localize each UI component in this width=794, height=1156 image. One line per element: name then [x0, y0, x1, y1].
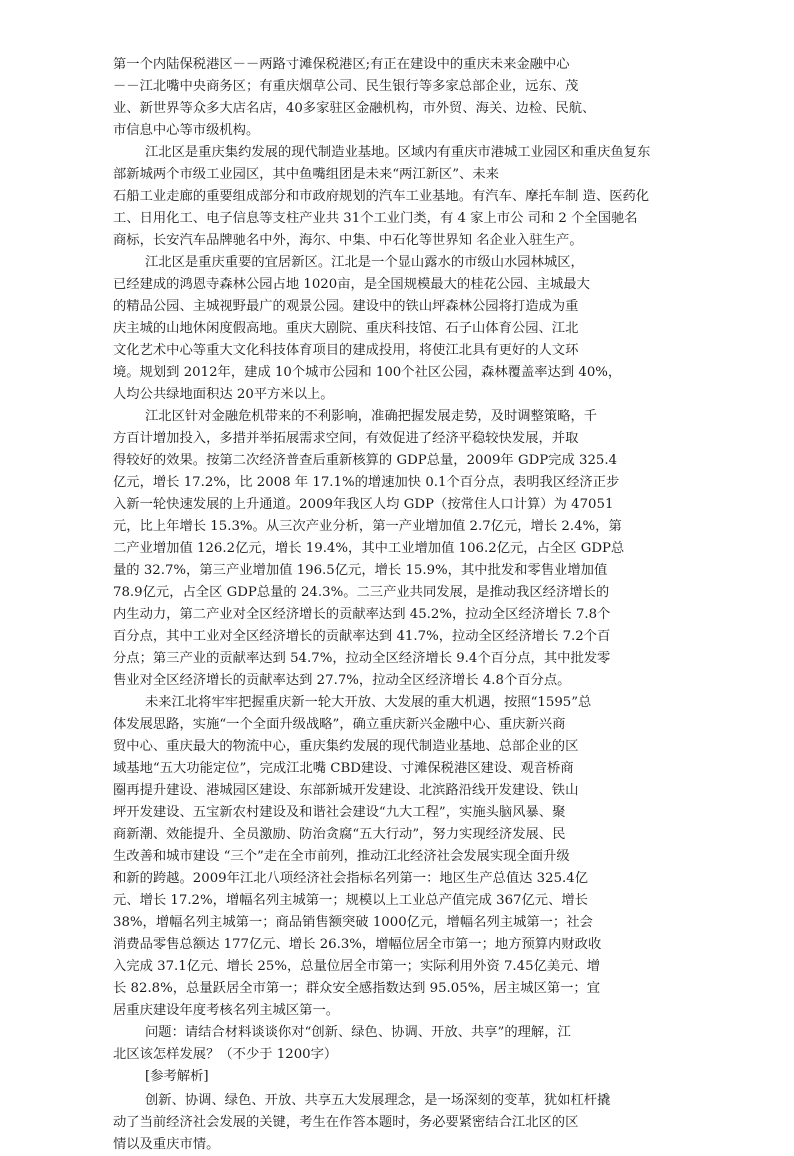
text-line: 文化艺术中心等重大文化科技体育项目的建成投用，将使江北具有更好的人文环 [113, 343, 579, 358]
answer-line: 动了当前经济社会发展的关键，考生在作答本题时，务必要紧密结合江北区的区 [113, 1115, 579, 1130]
text-line: 庆主城的山地休闲度假高地。重庆大剧院、重庆科技馆、石子山体育公园、江北 [113, 321, 579, 336]
text-line: 38%，增幅名列主城第一；商品销售额突破 1000亿元，增幅名列主城第一；社会 [113, 915, 593, 930]
text-line: 人均公共绿地面积达 20平方米以上。 [113, 387, 334, 402]
text-line: 未来江北将牢牢把握重庆新一轮大开放、大发展的重大机遇，按照“1595”总 [145, 695, 592, 710]
text-line: 域基地“五大功能定位”，完成江北嘴 CBD建设、寸滩保税港区建设、观音桥商 [113, 761, 574, 776]
text-line: 78.9亿元，占全区 GDP总量的 24.3%。二三产业共同发展，是推动我区经济增长的 [113, 585, 610, 600]
text-line: 亿元，增长 17.2%，比 2008 年 17.1%的增速加快 0.1个百分点，表明我区经济正步 [113, 475, 620, 490]
text-line: 百分点，其中工业对全区经济增长的贡献率达到 41.7%，拉动全区经济增长 7.2个百 [113, 629, 611, 644]
text-line: 元、增长 17.2%，增幅名列主城第一；规模以上工业总产值完成 367亿元、增长 [113, 893, 588, 908]
text-line: 和新的跨越。2009年江北八项经济社会指标名列第一：地区生产总值达 325.4亿 [113, 871, 589, 886]
text-line: －－江北嘴中央商务区；有重庆烟草公司、民生银行等多家总部企业，远东、茂 [113, 79, 579, 94]
text-line: 境。规划到 2012年，建成 10个城市公园和 100个社区公园，森林覆盖率达到 40%， [113, 365, 622, 380]
text-line: 业、新世界等众多大店名店，40多家驻区金融机构，市外贸、海关、边检、民航、 [113, 101, 596, 116]
text-line: 第一个内陆保税港区－－两路寸滩保税港区;有正在建设中的重庆未来金融中心 [113, 57, 570, 72]
text-line: 圈再提升建设、港城园区建设、东部新城开发建设、北滨路沿线开发建设、铁山 [113, 783, 579, 798]
reference-heading: [参考解析] [145, 1069, 209, 1084]
answer-line: 创新、协调、绿色、开放、共享五大发展理念，是一场深刻的变革，犹如杠杆撬 [145, 1093, 611, 1108]
text-line: 二产业增加值 126.2亿元，增长 19.4%，其中工业增加值 106.2亿元，占全区 GDP总 [113, 541, 625, 556]
text-line: 江北区是重庆重要的宜居新区。江北是一个显山露水的市级山水园林城区， [145, 255, 584, 270]
text-line: 市信息中心等市级机构。 [113, 123, 260, 138]
question-line: 问题：请结合材料谈谈你对“创新、绿色、协调、开放、共享”的理解，江 [145, 1025, 571, 1040]
text-line: 商标，长安汽车品牌驰名中外，海尔、中集、中石化等世界知 名企业入驻生产。 [113, 233, 583, 248]
text-line: 生改善和城市建设 “三个”走在全市前列，推动江北经济社会发展实现全面升级 [113, 849, 570, 864]
text-line: 入完成 37.1亿元、增长 25%，总量位居全市第一；实际利用外资 7.45亿美元、增 [113, 959, 601, 974]
text-line: 居重庆建设年度考核名列主城区第一。 [113, 1003, 340, 1018]
text-line: 长 82.8%，总量跃居全市第一；群众安全感指数达到 95.05%，居主城区第一；宜 [113, 981, 601, 996]
text-line: 售业对全区经济增长的贡献率达到 27.7%，拉动全区经济增长 4.8个百分点。 [113, 673, 571, 688]
text-line: 体发展思路，实施“一个全面升级战略”，确立重庆新兴金融中心、重庆新兴商 [113, 717, 566, 732]
text-line: 部新城两个市级工业园区，其中鱼嘴组团是未来“两江新区”、未来 [113, 167, 499, 182]
text-line: 消费品零售总额达 177亿元、增长 26.3%，增幅位居全市第一；地方预算内财政收 [113, 937, 602, 952]
text-line: 石船工业走廊的重要组成部分和市政府规划的汽车工业基地。有汽车、摩托车制 造、医药化 [113, 189, 650, 204]
text-line: 得较好的效果。按第二次经济普查后重新核算的 GDP总量，2009年 GDP完成 325.4 [113, 453, 618, 468]
text-line: 工、日用化工、电子信息等支柱产业共 31个工业门类，有 4 家上市公 司和 2 个全国驰名 [113, 211, 638, 226]
text-line: 元，比上年增长 15.3%。从三次产业分析，第一产业增加值 2.7亿元，增长 2.4%，第 [113, 519, 622, 534]
text-line: 江北区是重庆集约发展的现代制造业基地。区域内有重庆市港城工业园区和重庆鱼复东 [145, 145, 651, 160]
text-line: 的精品公园、主城视野最广的观景公园。建设中的铁山坪森林公园将打造成为重 [113, 299, 579, 314]
text-line: 江北区针对金融危机带来的不利影响，准确把握发展走势，及时调整策略，千 [145, 409, 598, 424]
text-line: 量的 32.7%，第三产业增加值 196.5亿元，增长 15.9%，其中批发和零售业增加值 [113, 563, 608, 578]
text-line: 贸中心、重庆最大的物流中心，重庆集约发展的现代制造业基地、总部企业的区 [113, 739, 579, 754]
text-line: 入新一轮快速发展的上升通道。2009年我区人均 GDP（按常住人口计算）为 47051 [113, 497, 614, 512]
text-line: 分点；第三产业的贡献率达到 54.7%，拉动全区经济增长 9.4个百分点，其中批发零 [113, 651, 611, 666]
question-line: 北区该怎样发展？（不少于 1200字） [113, 1047, 338, 1062]
text-line: 坪开发建设、五宝新农村建设及和谐社会建设“九大工程”，实施头脑风暴、聚 [113, 805, 566, 820]
text-line: 已经建成的鸿恩寺森林公园占地 1020亩，是全国规模最大的桂花公园、主城最大 [113, 277, 590, 292]
answer-line: 情以及重庆市情。 [113, 1137, 220, 1152]
text-line: 内生动力，第二产业对全区经济增长的贡献率达到 45.2%，拉动全区经济增长 7.8个 [113, 607, 611, 622]
text-line: 商新潮、效能提升、全员激励、防治贪腐“五大行动”，努力实现经济发展、民 [113, 827, 566, 842]
text-line: 方百计增加投入，多措并举拓展需求空间，有效促进了经济平稳较快发展，并取 [113, 431, 579, 446]
